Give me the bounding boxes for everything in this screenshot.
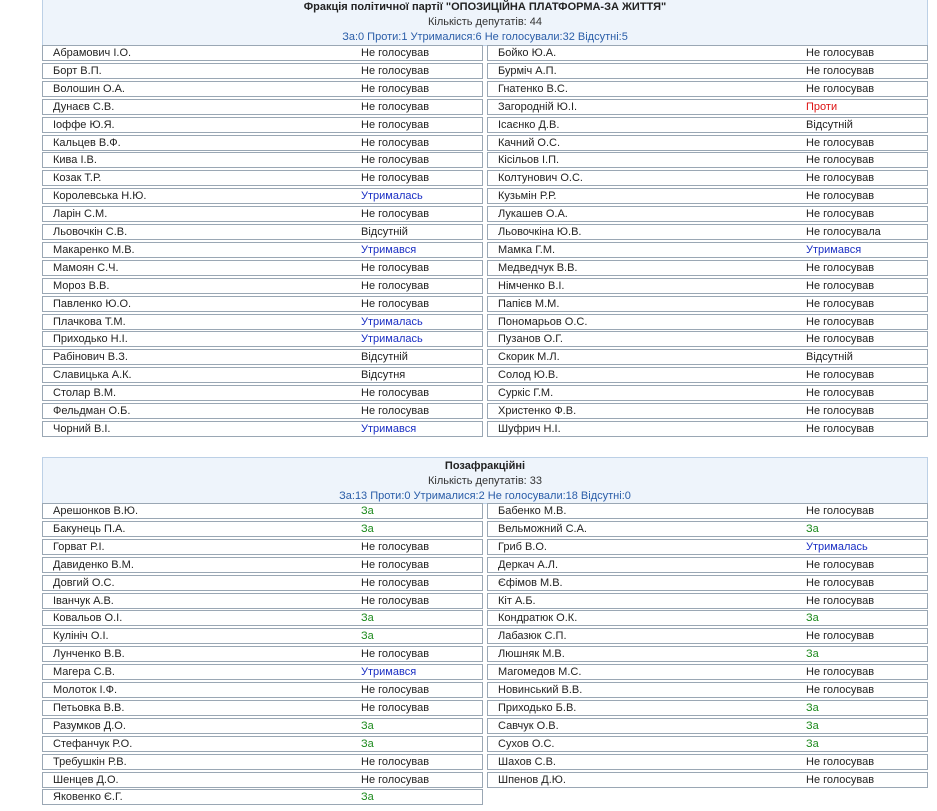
deputy-row xyxy=(42,718,483,734)
vote-result: Не голосував xyxy=(361,208,430,221)
deputy-name: Кіт А.Б. xyxy=(498,594,536,607)
deputy-row xyxy=(42,170,483,186)
vote-result: Утримався xyxy=(361,422,417,435)
deputy-name: Бакунець П.А. xyxy=(53,522,126,535)
deputy-row xyxy=(42,772,483,788)
deputy-name: Кондратюк О.К. xyxy=(498,612,578,625)
deputy-row xyxy=(487,772,928,788)
vote-result: За xyxy=(361,612,374,625)
deputy-name: Папієв М.М. xyxy=(498,297,560,310)
vote-result: Не голосував xyxy=(361,64,430,77)
deputy-row xyxy=(42,557,483,573)
vote-result: Не голосував xyxy=(361,82,430,95)
deputy-name: Абрамович І.О. xyxy=(53,47,132,59)
vote-result: Не голосував xyxy=(361,701,430,714)
vote-result: Не голосував xyxy=(361,755,430,768)
deputy-name: Кісільов І.П. xyxy=(498,154,560,167)
vote-result: Відсутній xyxy=(361,351,408,364)
deputy-name: Макаренко М.В. xyxy=(53,243,135,256)
deputy-name: Ларін С.М. xyxy=(53,208,108,221)
vote-result: Не голосував xyxy=(361,136,430,149)
deputy-name: Горват Р.І. xyxy=(53,540,105,553)
deputy-name: Приходько Н.І. xyxy=(53,333,128,346)
deputy-row xyxy=(487,45,928,61)
vote-result: Не голосував xyxy=(361,154,430,167)
deputy-name: Пузанов О.Г. xyxy=(498,333,563,346)
deputy-row xyxy=(42,367,483,383)
deputy-row xyxy=(487,349,928,365)
deputy-row xyxy=(42,278,483,294)
deputy-row xyxy=(487,403,928,419)
deputy-row xyxy=(487,610,928,626)
vote-result: Не голосував xyxy=(806,64,875,77)
deputy-row xyxy=(42,152,483,168)
deputy-name: Шпенов Д.Ю. xyxy=(498,773,566,786)
vote-result: За xyxy=(361,737,374,750)
deputy-row xyxy=(487,521,928,537)
vote-stats: За:0 Проти:1 Утрималися:6 Не голосували:32 Відсутні:5 xyxy=(342,31,628,43)
vote-result: Не голосував xyxy=(806,333,875,346)
deputy-name: Суркіс Г.М. xyxy=(498,387,554,400)
deputy-name: Льовочкіна Ю.В. xyxy=(498,226,582,238)
deputy-name: Давиденко В.М. xyxy=(53,558,134,571)
deputy-row xyxy=(487,421,928,437)
vote-result: Не голосував xyxy=(806,369,875,382)
vote-result: Не голосував xyxy=(361,540,430,553)
vote-result: Відсутній xyxy=(806,351,853,364)
deputy-name: Лукашев О.А. xyxy=(498,208,568,221)
vote-result: Не голосував xyxy=(806,505,875,517)
deputy-name: Козак Т.Р. xyxy=(53,172,102,185)
vote-result: Не голосував xyxy=(806,136,875,149)
deputy-name: Бабенко М.В. xyxy=(498,505,567,517)
vote-result: Не голосував xyxy=(806,405,875,417)
deputy-name: Христенко Ф.В. xyxy=(498,405,577,417)
deputy-name: Шуфрич Н.І. xyxy=(498,422,561,435)
deputy-name: Деркач А.Л. xyxy=(498,558,559,571)
deputy-row xyxy=(42,539,483,555)
deputy-row xyxy=(487,224,928,240)
vote-result: За xyxy=(806,701,819,714)
deputy-row xyxy=(487,700,928,716)
vote-result: Не голосував xyxy=(806,47,875,59)
vote-result: Утрималась xyxy=(361,315,423,328)
deputy-name: Дунаєв С.В. xyxy=(53,100,115,113)
deputy-row xyxy=(42,700,483,716)
deputy-row xyxy=(42,135,483,151)
vote-result: Відсутня xyxy=(361,369,406,382)
deputy-row xyxy=(487,331,928,347)
deputy-name: Солод Ю.В. xyxy=(498,369,559,382)
vote-stats: За:13 Проти:0 Утрималися:2 Не голосували:18 Відсутні:0 xyxy=(339,490,631,502)
vote-result: Відсутній xyxy=(361,226,408,238)
deputy-row xyxy=(487,503,928,519)
deputy-row xyxy=(487,646,928,662)
deputy-name: Качний О.С. xyxy=(498,136,561,149)
vote-result: Утрималась xyxy=(361,190,423,203)
deputy-row xyxy=(42,610,483,626)
fraction-title: Фракція політичної партії "ОПОЗИЦІЙНА ПЛАТФОРМА-ЗА ЖИТТЯ" xyxy=(303,1,667,13)
fraction-header xyxy=(42,0,928,46)
vote-result: Не голосував xyxy=(361,576,430,589)
deputy-row xyxy=(487,628,928,644)
vote-result: Утрималась xyxy=(361,333,423,346)
deputy-row xyxy=(487,754,928,770)
deputy-name: Шенцев Д.О. xyxy=(53,773,119,786)
vote-result: Не голосував xyxy=(361,558,430,571)
deputy-row xyxy=(487,99,928,115)
vote-result: За xyxy=(806,719,819,732)
deputy-row xyxy=(487,63,928,79)
deputy-name: Мамоян С.Ч. xyxy=(53,261,119,274)
deputy-name: Гнатенко В.С. xyxy=(498,82,568,95)
deputy-row xyxy=(487,736,928,752)
vote-result: Не голосував xyxy=(806,387,875,400)
deputy-name: Довгий О.С. xyxy=(53,576,115,589)
vote-result: Не голосував xyxy=(806,684,875,696)
deputy-row xyxy=(42,331,483,347)
deputy-name: Приходько Б.В. xyxy=(498,701,577,714)
deputy-row xyxy=(42,260,483,276)
vote-result: Не голосував xyxy=(361,773,430,786)
deputy-row xyxy=(487,206,928,222)
vote-result: Не голосував xyxy=(806,666,875,679)
vote-result: Не голосував xyxy=(361,405,430,417)
deputy-name: Плачкова Т.М. xyxy=(53,315,126,328)
deputy-row xyxy=(487,296,928,312)
deputy-name: Кива І.В. xyxy=(53,154,97,167)
vote-result: За xyxy=(806,522,819,535)
deputy-row xyxy=(487,367,928,383)
vote-result: Не голосував xyxy=(361,387,430,400)
deputy-row xyxy=(487,557,928,573)
deputy-name: Німченко В.І. xyxy=(498,279,565,292)
deputy-name: Колтунович О.С. xyxy=(498,172,583,185)
deputy-row xyxy=(42,736,483,752)
deputy-name: Сухов О.С. xyxy=(498,737,555,750)
deputy-name: Требушкін Р.В. xyxy=(53,755,127,768)
deputy-row xyxy=(42,224,483,240)
vote-result: Не голосував xyxy=(361,261,430,274)
vote-result: Не голосував xyxy=(361,297,430,310)
vote-result: Не голосувала xyxy=(806,226,881,238)
vote-result: Утримався xyxy=(806,243,862,256)
deputy-row xyxy=(487,539,928,555)
vote-result: Не голосував xyxy=(361,684,430,696)
deputy-name: Кулініч О.І. xyxy=(53,630,109,643)
vote-result: Не голосував xyxy=(806,190,875,203)
deputy-name: Чорний В.І. xyxy=(53,422,111,435)
deputy-row xyxy=(487,170,928,186)
deputy-name: Загородній Ю.І. xyxy=(498,100,578,113)
vote-result: За xyxy=(806,612,819,625)
vote-result: Не голосував xyxy=(806,154,875,167)
vote-result: Утримався xyxy=(361,666,417,679)
deputy-row xyxy=(487,278,928,294)
deputy-name: Іоффе Ю.Я. xyxy=(53,118,115,131)
deputy-name: Магера С.В. xyxy=(53,666,115,679)
vote-result: Відсутній xyxy=(806,118,853,131)
deputy-row xyxy=(487,260,928,276)
deputy-name: Мороз В.В. xyxy=(53,279,110,292)
deputy-row xyxy=(42,296,483,312)
deputy-name: Магомедов М.С. xyxy=(498,666,582,679)
deputy-row xyxy=(487,81,928,97)
vote-result: Не голосував xyxy=(806,773,875,786)
deputy-name: Вельможний С.А. xyxy=(498,522,587,535)
deputy-name: Рабінович В.З. xyxy=(53,351,128,364)
deputy-row xyxy=(42,242,483,258)
vote-result: Не голосував xyxy=(806,172,875,185)
deputy-row xyxy=(42,385,483,401)
deputy-row xyxy=(487,575,928,591)
deputy-row xyxy=(487,188,928,204)
deputy-name: Льовочкін С.В. xyxy=(53,226,128,238)
deputy-name: Ісаєнко Д.В. xyxy=(498,118,560,131)
deputy-row xyxy=(42,81,483,97)
deputy-row xyxy=(42,349,483,365)
deputy-name: Арешонков В.Ю. xyxy=(53,505,139,517)
deputies-count: Кількість депутатів: 33 xyxy=(427,475,543,487)
vote-result: За xyxy=(361,630,374,643)
deputy-row xyxy=(487,718,928,734)
deputy-name: Лунченко В.В. xyxy=(53,648,125,661)
deputy-name: Шахов С.В. xyxy=(498,755,556,768)
vote-result: За xyxy=(361,522,374,535)
deputy-name: Молоток І.Ф. xyxy=(53,684,118,696)
deputy-row xyxy=(42,646,483,662)
deputy-name: Іванчук А.В. xyxy=(53,594,114,607)
vote-result: За xyxy=(806,648,819,661)
deputy-name: Яковенко Є.Г. xyxy=(53,791,123,804)
deputy-name: Лабазюк С.П. xyxy=(498,630,567,643)
deputy-name: Петьовка В.В. xyxy=(53,701,125,714)
vote-result: Не голосував xyxy=(361,172,430,185)
vote-result: Не голосував xyxy=(806,558,875,571)
vote-result: Не голосував xyxy=(361,594,430,607)
deputy-row xyxy=(42,188,483,204)
deputy-row xyxy=(487,117,928,133)
deputy-name: Славицька А.К. xyxy=(53,369,132,382)
deputy-name: Люшняк М.В. xyxy=(498,648,565,661)
deputies-count: Кількість депутатів: 44 xyxy=(427,16,543,28)
deputy-row xyxy=(487,242,928,258)
deputy-name: Королевська Н.Ю. xyxy=(53,190,147,203)
vote-result: Не голосував xyxy=(806,755,875,768)
deputy-row xyxy=(42,682,483,698)
deputy-name: Павленко Ю.О. xyxy=(53,297,132,310)
fraction-block xyxy=(0,457,937,804)
vote-result: Не голосував xyxy=(361,118,430,131)
deputy-name: Кузьмін Р.Р. xyxy=(498,190,557,203)
deputy-name: Мамка Г.М. xyxy=(498,243,556,256)
deputy-row xyxy=(42,503,483,519)
vote-result: Не голосував xyxy=(806,82,875,95)
deputy-row xyxy=(42,117,483,133)
vote-result: Не голосував xyxy=(806,261,875,274)
deputy-row xyxy=(42,403,483,419)
deputy-row xyxy=(42,664,483,680)
deputy-row xyxy=(487,664,928,680)
deputy-row xyxy=(42,63,483,79)
vote-result: Проти xyxy=(806,100,838,113)
deputy-row xyxy=(42,421,483,437)
vote-result: Утрималась xyxy=(806,540,868,553)
deputy-row xyxy=(42,521,483,537)
vote-result: Не голосував xyxy=(806,297,875,310)
vote-result: За xyxy=(361,719,374,732)
vote-result: Не голосував xyxy=(361,279,430,292)
deputy-name: Ковальов О.І. xyxy=(53,612,123,625)
deputy-row xyxy=(487,682,928,698)
deputy-name: Бойко Ю.А. xyxy=(498,47,557,59)
deputy-row xyxy=(42,99,483,115)
deputy-name: Медведчук В.В. xyxy=(498,261,578,274)
vote-result: Не голосував xyxy=(806,208,875,221)
deputy-row xyxy=(42,628,483,644)
deputy-row xyxy=(42,593,483,609)
vote-result: Не голосував xyxy=(806,630,875,643)
vote-result: Не голосував xyxy=(806,422,875,435)
vote-result: Не голосував xyxy=(361,100,430,113)
fraction-header xyxy=(42,457,928,504)
deputy-row xyxy=(487,314,928,330)
vote-result: Не голосував xyxy=(806,279,875,292)
deputy-name: Фельдман О.Б. xyxy=(53,405,131,417)
vote-result: За xyxy=(806,737,819,750)
deputy-name: Савчук О.В. xyxy=(498,719,559,732)
deputy-row xyxy=(487,593,928,609)
deputy-row xyxy=(487,135,928,151)
deputy-name: Стефанчук Р.О. xyxy=(53,737,133,750)
vote-result: За xyxy=(361,791,374,804)
deputy-name: Бурміч А.П. xyxy=(498,64,557,77)
deputy-name: Столар В.М. xyxy=(53,387,117,400)
deputy-name: Скорик М.Л. xyxy=(498,351,560,364)
vote-result: Не голосував xyxy=(361,648,430,661)
vote-result: Не голосував xyxy=(806,576,875,589)
deputy-row xyxy=(487,385,928,401)
vote-result: Не голосував xyxy=(806,315,875,328)
deputy-row xyxy=(42,206,483,222)
deputy-name: Разумков Д.О. xyxy=(53,719,126,732)
vote-result: За xyxy=(361,505,374,517)
deputy-row xyxy=(487,152,928,168)
deputy-name: Борт В.П. xyxy=(53,64,102,77)
deputy-row xyxy=(42,789,483,805)
deputy-name: Гриб В.О. xyxy=(498,540,547,553)
deputy-name: Єфімов М.В. xyxy=(498,576,563,589)
deputy-row xyxy=(42,45,483,61)
vote-result: Утримався xyxy=(361,243,417,256)
fraction-title: Позафракційні xyxy=(444,460,526,472)
deputy-row xyxy=(42,754,483,770)
deputy-name: Кальцев В.Ф. xyxy=(53,136,121,149)
deputy-name: Пономарьов О.С. xyxy=(498,315,588,328)
deputy-row xyxy=(42,314,483,330)
deputy-name: Волошин О.А. xyxy=(53,82,125,95)
deputy-name: Новинський В.В. xyxy=(498,684,583,696)
vote-result: Не голосував xyxy=(361,47,430,59)
vote-result: Не голосував xyxy=(806,594,875,607)
deputy-row xyxy=(42,575,483,591)
